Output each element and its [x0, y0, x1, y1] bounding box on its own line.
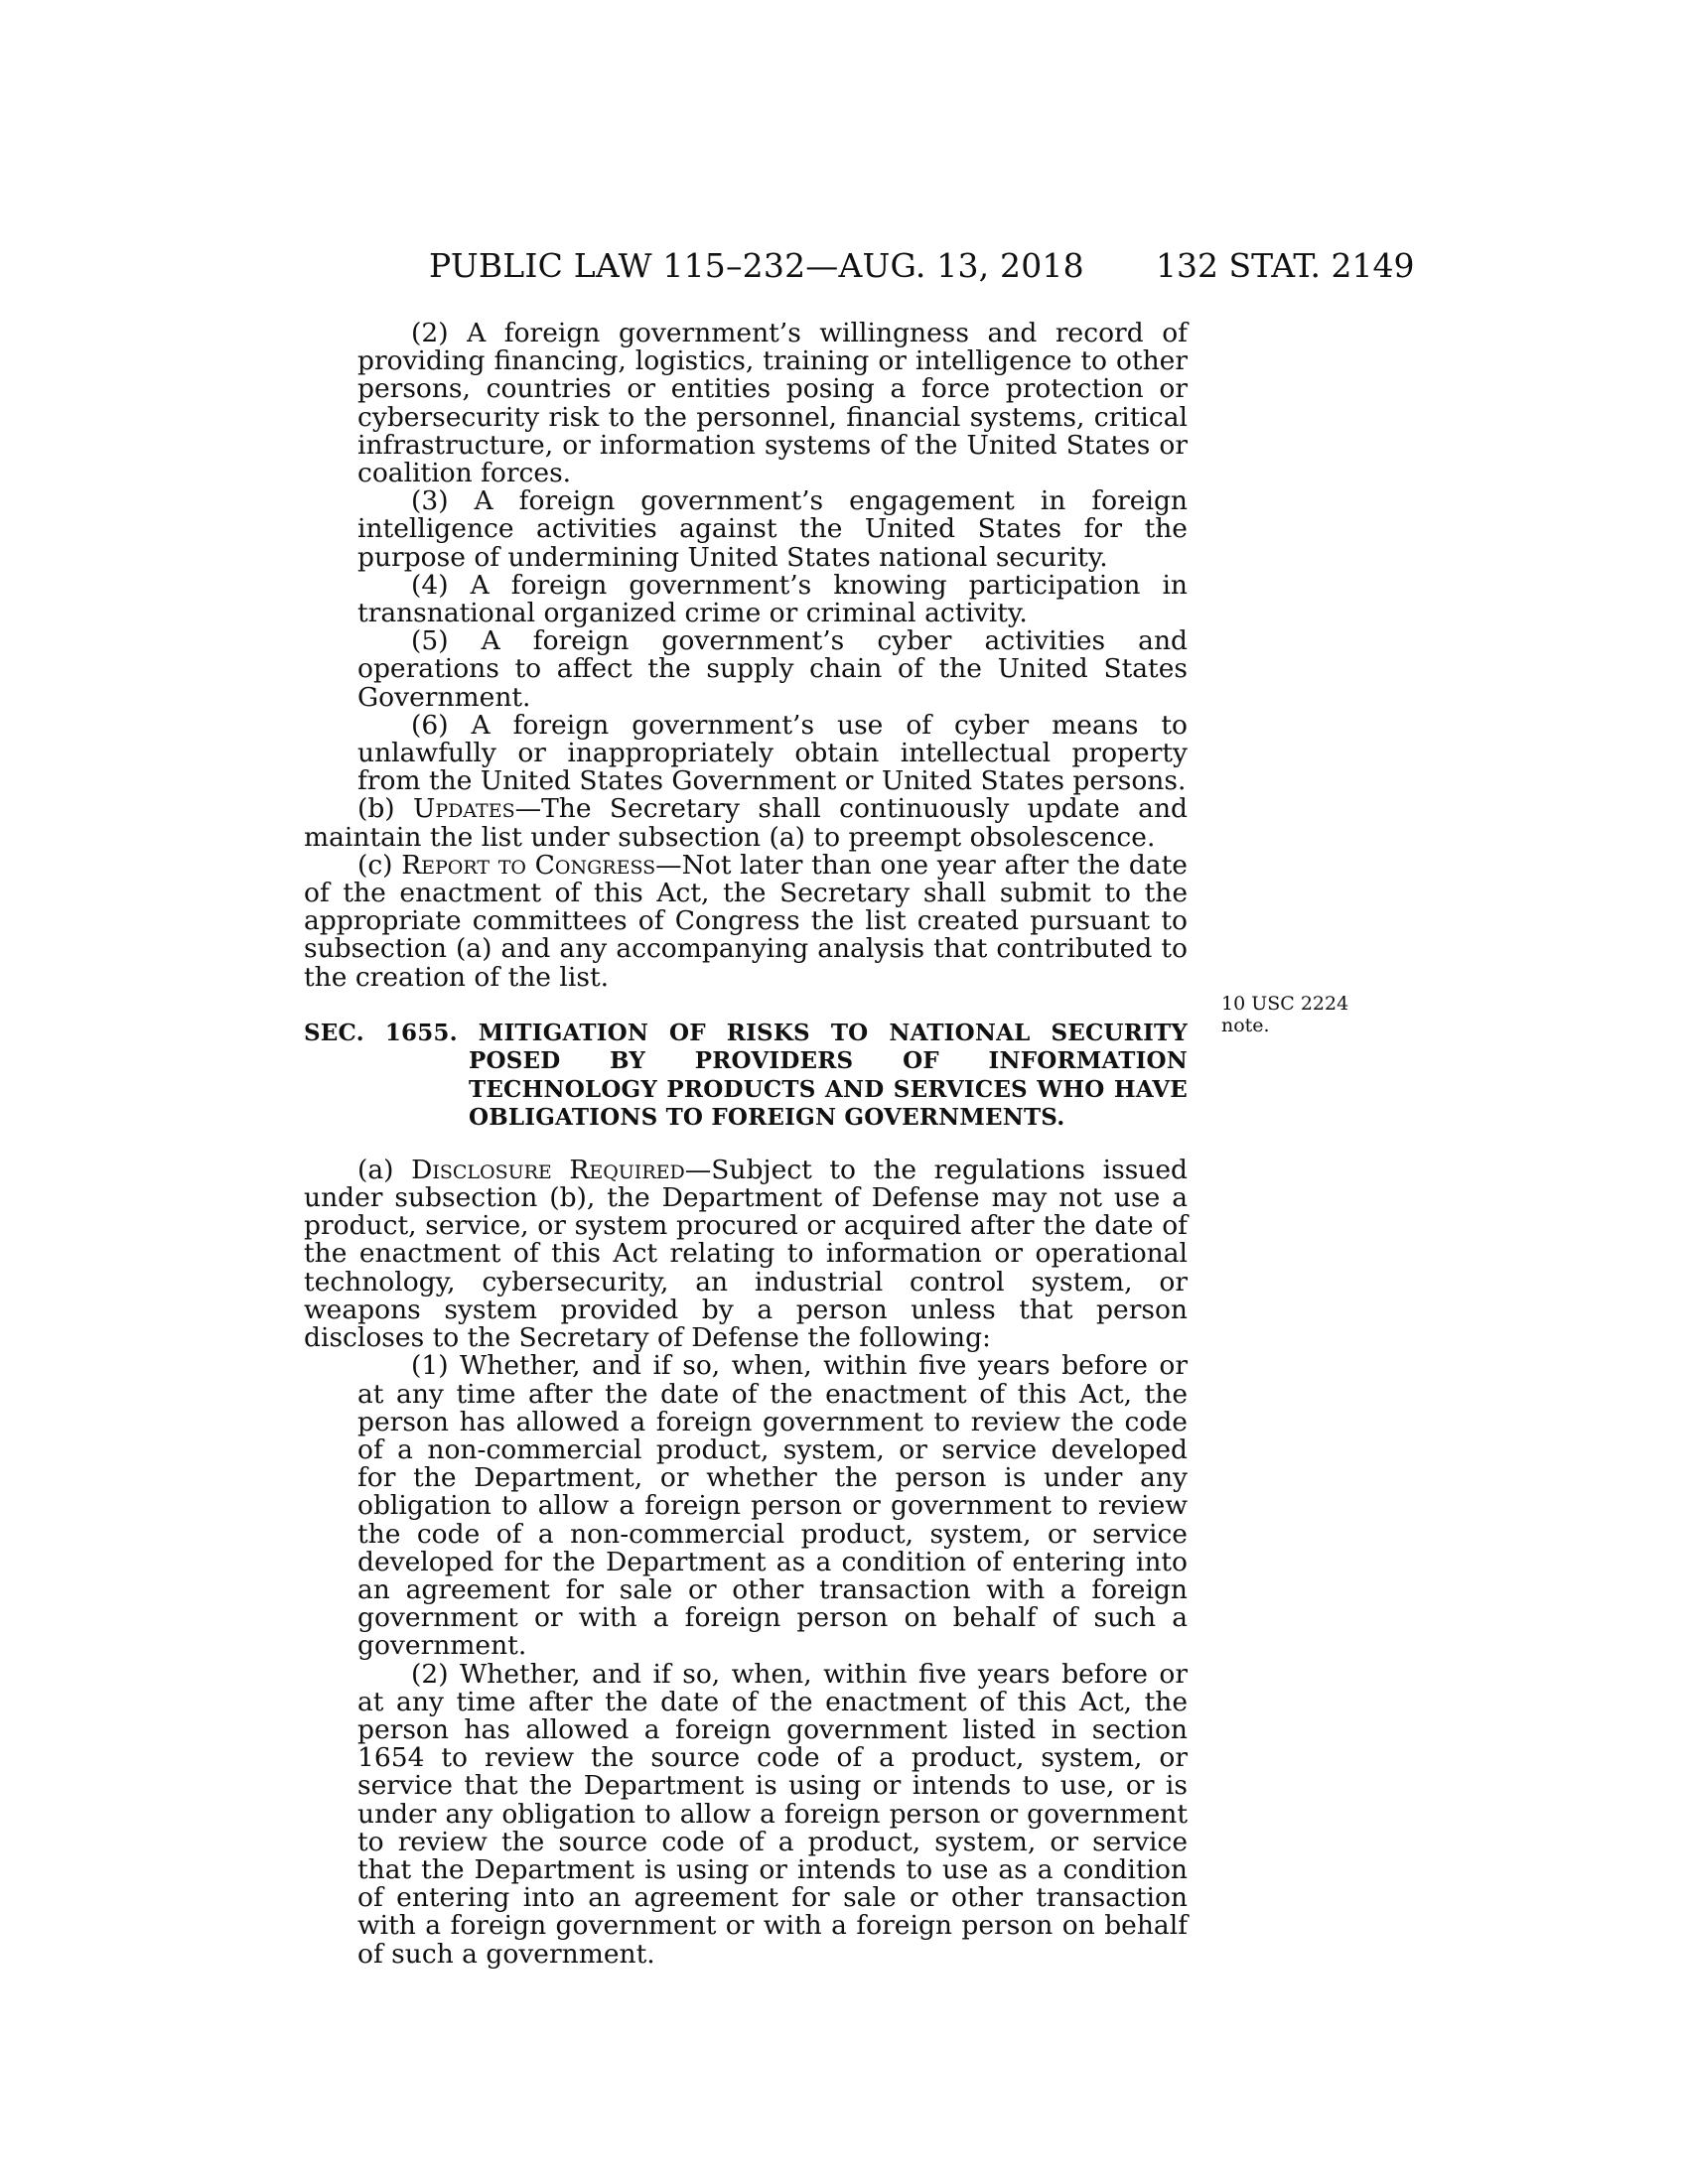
- subsection-a-heading: Disclosure Required: [411, 1154, 685, 1185]
- subsection-c-text: —Not later than one year after the date of the enactment of this Act, the Secretary shall submit to the appropriate committees of Congress the list created pursuant to subsection (a) and any accompanying analysis that contributed to the creation of the list.: [304, 849, 1188, 993]
- list-item: (6) A foreign government’s use of cyber means to unlawfully or inappropriately obtain intellectual property from the United States Government or United States persons.: [357, 709, 1188, 797]
- subsection-a: [304, 1154, 1189, 1354]
- subsection-b-label: (b): [357, 793, 413, 825]
- subsection-c: [304, 849, 1188, 993]
- subsection-b: [304, 795, 1188, 851]
- margin-citation-line1: 10 USC 2224: [1221, 993, 1349, 1015]
- margin-citation-line2: note.: [1221, 1015, 1270, 1036]
- list-item: (4) A foreign government’s knowing participation in transnational organized crime or criminal activity.: [357, 569, 1188, 629]
- list-item: (3) A foreign government’s engagement in foreign intelligence activities against the United States for the purpose of undermining United States national security.: [357, 485, 1188, 573]
- page-body: [304, 320, 1188, 1969]
- margin-citation-note: [1221, 993, 1370, 1036]
- subsection-b-text: —The Secretary shall continuously update and maintain the list under subsection (a) to preempt obsolescence.: [304, 793, 1188, 853]
- page-number-stat: 132 STAT. 2149: [1156, 246, 1415, 285]
- list-item: (2) A foreign government’s willingness and record of providing financing, logistics, training or intelligence to other persons, countries or entities posing a force protection or cybersecurity risk to the personnel, financial systems, critical infrastructure, or information systems of the United States or coalition forces.: [357, 318, 1188, 489]
- subsection-c-label: (c): [357, 849, 402, 881]
- subsection-a-label: (a): [357, 1154, 412, 1185]
- subsection-b-heading: Updates: [413, 793, 515, 825]
- list-item: (2) Whether, and if so, when, within five years before or at any time after the date of the enactment of this Act, the person has allowed a foreign government listed in section 1654 to review the source code of a product, system, or service that the Department is using or intends to use, or is under any obligation to allow a foreign person or government to review the source code of a product, system, or service that the Department is using or intends to use as a condition of entering into an agreement for sale or other transaction with a foreign government or with a foreign person on behalf of such a government.: [357, 1658, 1188, 1970]
- list-item: (5) A foreign government’s cyber activities and operations to affect the supply chain of the United States Government.: [357, 625, 1188, 713]
- section-heading: SEC. 1655. MITIGATION OF RISKS TO NATIONAL SECURITY POSED BY PROVIDERS OF INFORMATION TECHNOLOGY PRODUCTS AND SERVICES WHO HAVE OBLIGATIONS TO FOREIGN GOVERNMENTS.: [304, 1019, 1188, 1132]
- list-item: (1) Whether, and if so, when, within five years before or at any time after the date of the enactment of this Act, the person has allowed a foreign government to review the code of a non-commercial product, system, or service developed for the Department, or whether the person is under any obligation to allow a foreign person or government to review the code of a non-commercial product, system, or service developed for the Department as a condition of entering into an agreement for sale or other transaction with a foreign government or with a foreign person on behalf of such a government.: [357, 1350, 1188, 1662]
- running-header-title: PUBLIC LAW 115–232—AUG. 13, 2018: [429, 246, 1084, 285]
- subsection-a-text: —Subject to the regulations issued under subsection (b), the Department of Defense may not use a product, service, or system procured or acquired after the date of the enactment of this Act relating to information or operational technology, cybersecurity, an industrial control system, or weapons system provided by a person unless that person discloses to the Secretary of Defense the following:: [304, 1154, 1189, 1354]
- subsection-c-heading: Report to Congress: [401, 849, 656, 881]
